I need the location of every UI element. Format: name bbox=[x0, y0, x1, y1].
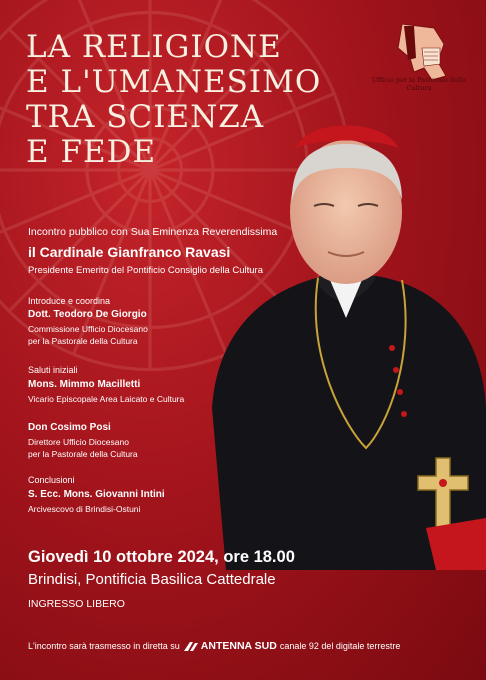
logo-caption: Ufficio per la Pastorale della Cultura bbox=[372, 76, 466, 92]
guest-role: Presidente Emerito del Pontificio Consiglio della Cultura bbox=[28, 265, 263, 276]
broadcast-text: canale 92 del digitale terrestre bbox=[279, 641, 401, 651]
speaker-role: Direttore Ufficio Diocesano bbox=[28, 437, 129, 447]
speaker-role: Vicario Episcopale Area Laicato e Cultura bbox=[28, 394, 185, 404]
speaker-role: per la Pastorale della Cultura bbox=[28, 449, 138, 459]
speaker-name: Don Cosimo Posi bbox=[28, 422, 111, 433]
section-label: Conclusioni bbox=[28, 475, 75, 485]
broadcast-text: L'incontro sarà trasmesso in diretta su bbox=[28, 641, 180, 651]
broadcaster-logo bbox=[183, 640, 277, 652]
speaker-role: per la Pastorale della Cultura bbox=[28, 336, 138, 346]
speaker-role: Commissione Ufficio Diocesano bbox=[28, 324, 148, 334]
entry-note: INGRESSO LIBERO bbox=[28, 598, 125, 610]
speaker-name: Dott. Teodoro De Giorgio bbox=[28, 309, 147, 320]
title-line: E FEDE bbox=[26, 134, 157, 170]
broadcast-note bbox=[28, 640, 400, 652]
title-line: LA RELIGIONE bbox=[26, 29, 282, 65]
guest-name: il Cardinale Gianfranco Ravasi bbox=[28, 244, 231, 260]
event-venue: Brindisi, Pontificia Basilica Cattedrale bbox=[28, 571, 276, 588]
speaker-role: Arcivescovo di Brindisi-Ostuni bbox=[28, 504, 141, 514]
intro-text: Incontro pubblico con Sua Eminenza Reverendissima bbox=[28, 226, 278, 238]
title-line: TRA SCIENZA bbox=[26, 99, 265, 135]
section-label: Introduce e coordina bbox=[28, 296, 111, 306]
antenna-sud-logo-icon bbox=[183, 641, 199, 652]
broadcaster-name: ANTENNA SUD bbox=[200, 640, 277, 652]
section-label: Saluti iniziali bbox=[28, 365, 78, 375]
speaker-name: Mons. Mimmo Macilletti bbox=[28, 379, 141, 390]
title-line: E L'UMANESIMO bbox=[26, 64, 322, 100]
speaker-name: S. Ecc. Mons. Giovanni Intini bbox=[28, 489, 165, 500]
event-date-time: Giovedì 10 ottobre 2024, ore 18.00 bbox=[28, 548, 295, 566]
cardinal-portrait bbox=[206, 108, 486, 570]
